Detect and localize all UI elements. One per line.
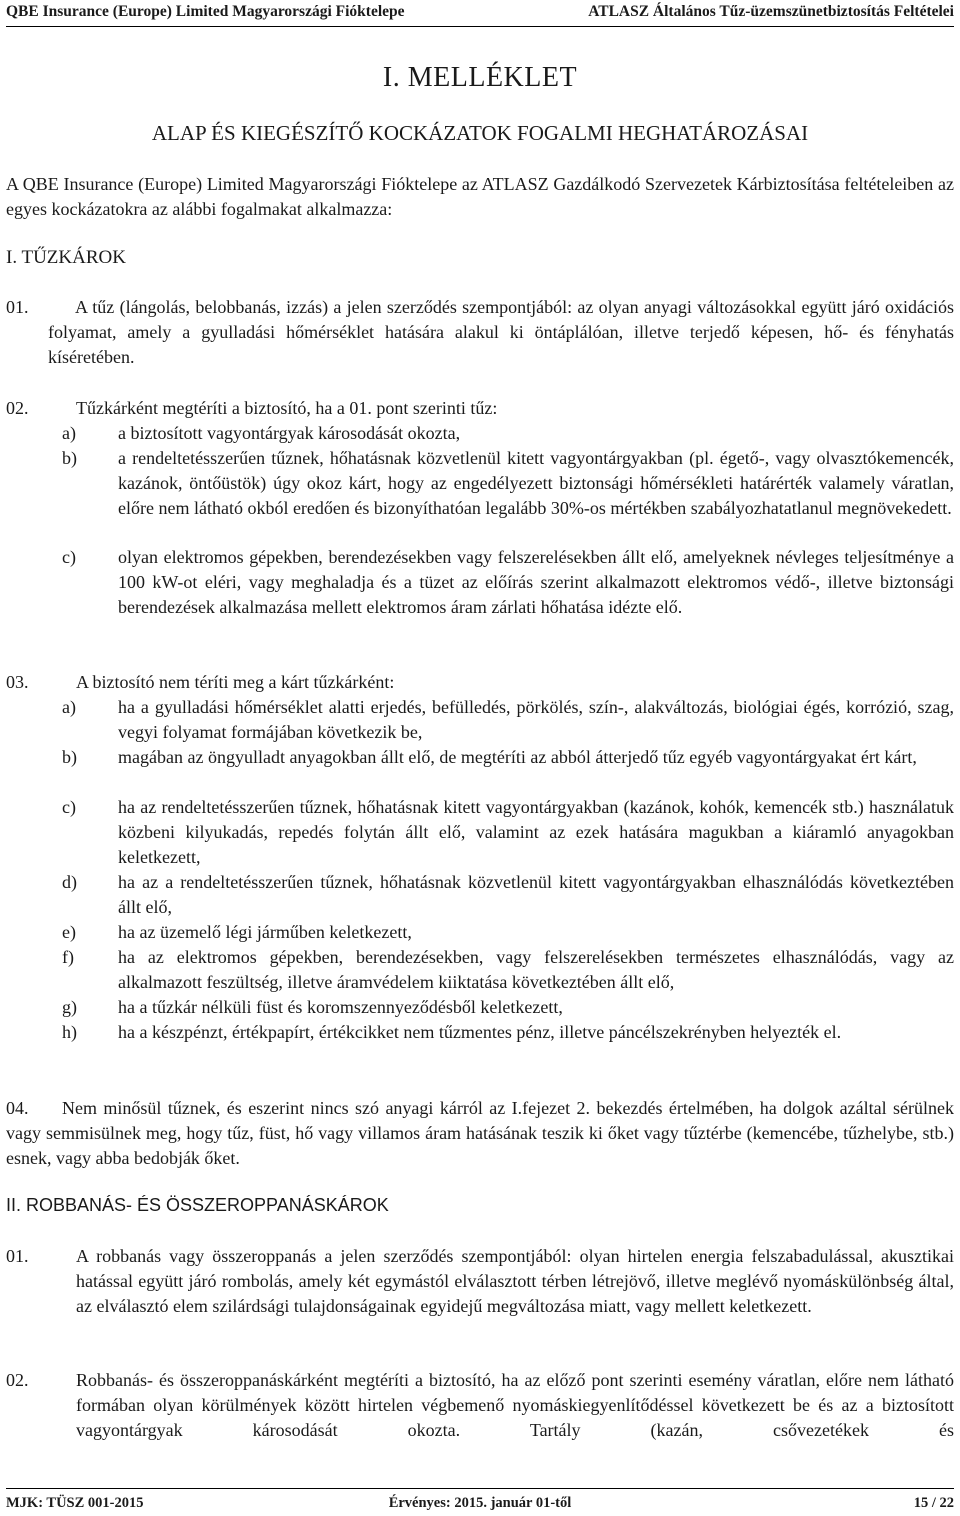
clause-number: 01. [6, 297, 29, 317]
list-item-text: ha az rendeltetésszerűen tűznek, hőhatásnak kitett vagyontárgyakban (kazánok, kohók, kemencék stb.) használatuk közbeni kilyukadás, repedés folytán állt elő, valamint az ezek hatására magukban a kiáramló anyagokban keletkezett, [118, 797, 954, 867]
clause-text-fire-exclusions: A biztosító nem téríti meg a kárt tűzkárként: [76, 672, 395, 692]
list-item-text: ha az elektromos gépekben, berendezésekben, vagy felszerelésekben természetes elhasználódás, vagy az alkalmazott feszültség, illetve áramvédelem kiiktatása következtében állt elő, [118, 947, 954, 992]
list-item-letter: b) [62, 747, 77, 767]
list-item-text: ha a gyulladási hőmérséklet alatti erjedés, befülledés, pörkölés, szín-, alakváltozás, biológiai égés, korrózió, szag, vegyi folyamat formájában következik be, [118, 697, 954, 742]
clause-text-not-fire: Nem minősül tűznek, és eszerint nincs szó anyagi kárról az I.fejezet 2. bekezdés értelmében, ha dolgok azáltal sérülnek vagy semmisülnek meg, hogy tűz, füst, hő vagy villamos áram hatásának teszik ki őket vagy tűztérbe (kemencébe, tűzhelybe, stb.) esnek, vagy abba bedobják őket. [6, 1098, 954, 1168]
list-item-text: ha a tűzkár nélküli füst és koromszennyeződésből keletkezett, [118, 997, 563, 1017]
list-item-text: ha a készpénzt, értékpapírt, értékcikket nem tűzmentes pénz, illetve páncélszekrényben helyezték el. [118, 1022, 842, 1042]
clause-number: 03. [6, 672, 29, 692]
list-item-letter: a) [62, 697, 76, 717]
list-item-letter: g) [62, 997, 77, 1017]
clause-number: 01. [6, 1246, 29, 1266]
list-item-text: magában az öngyulladt anyagokban állt elő, de megtéríti az abból átterjedő tűz egyéb vagyontárgyakat ért kárt, [118, 747, 917, 767]
list-item-letter: c) [62, 547, 76, 567]
footer-validity: Érvényes: 2015. január 01-től [388, 1495, 572, 1511]
appendix-subtitle: ALAP ÉS KIEGÉSZÍTŐ KOCKÁZATOK FOGALMI HEGHATÁROZÁSAI [151, 121, 809, 145]
clause-number: 02. [6, 398, 29, 418]
header-document-title: ATLASZ Általános Tűz-üzemszünetbiztosítás Feltételei [588, 3, 954, 20]
list-item-text: ha az üzemelő légi járműben keletkezett, [118, 922, 412, 942]
intro-paragraph: A QBE Insurance (Europe) Limited Magyarországi Fióktelepe az ATLASZ Gazdálkodó Szervezetek Kárbiztosítása feltételeiben az egyes kockázatokra az alábbi fogalmakat alkalmazza: [6, 174, 954, 219]
appendix-title: I. MELLÉKLET [382, 62, 578, 93]
list-item-letter: h) [62, 1022, 77, 1042]
list-item-text: olyan elektromos gépekben, berendezésekben vagy felszerelésekben állt elő, amelyeknek névleges teljesítménye a 100 kW-ot eléri, vagy meghaladja és a tüzet az előírás szerint alkalmazott elektromos védő-, illetve biztonsági berendezések alkalmazása mellett elektromos áram zárlati hőhatása idézte elő. [118, 547, 954, 617]
clause-text-fire-covered: Tűzkárként megtéríti a biztosító, ha a 01. pont szerinti tűz: [76, 398, 498, 418]
list-item-letter: e) [62, 922, 76, 942]
clause-text-explosion-covered: Robbanás- és összeroppanáskárként megtéríti a biztosító, ha az előző pont szerinti esemény váratlan, előre nem látható formában olyan körülmények között hirtelen végbemenő nyomáskiegyenlítődéssel következett be és az a biztosított vagyontárgyak károsodását okozta. Tartály (kazán, csővezetékek és [76, 1370, 954, 1440]
clause-number: 04. [6, 1098, 29, 1118]
list-item-letter: d) [62, 872, 77, 892]
list-item-letter: a) [62, 423, 76, 443]
list-item-text: a rendeltetésszerűen tűznek, hőhatásnak közvetlenül kitett vagyontárgyakban (pl. égető-, vagy olvasztókemencék, kazánok, öntőüstök) úgy okoz kárt, hogy az engedélyezett biztonsági hőmérsékleti határérték valamely váratlan, előre nem látható okból eredően és bizonyíthatóan legalább 30%-os mértékben szabályozhatatlanul megnövekedett. [118, 448, 954, 518]
clause-text-fire-definition: A tűz (lángolás, belobbanás, izzás) a jelen szerződés szempontjából: az olyan anyagi változásokkal együtt járó oxidációs folyamat, amely a gyulladási hőmérséklet hatására alakul ki öntáplálóan, illetve terjedő képesen, hő- és fényhatás kíséretében. [48, 297, 954, 367]
list-item-text: ha az a rendeltetésszerűen tűznek, hőhatásnak közvetlenül kitett vagyontárgyakban elhasználódás következtében állt elő, [118, 872, 954, 917]
list-item-letter: f) [62, 947, 74, 967]
page-footer [6, 1488, 954, 1513]
footer-page-number: 15 / 22 [913, 1495, 954, 1511]
section-heading-explosion: II. ROBBANÁS- ÉS ÖSSZEROPPANÁSKÁROK [6, 1195, 389, 1215]
section-heading-fire: I. TŰZKÁROK [6, 247, 126, 268]
clause-text-explosion-definition: A robbanás vagy összeroppanás a jelen szerződés szempontjából: olyan hirtelen energia felszabadulással, akusztikai hatással együtt járó rombolás, amely két egymástól elválasztott térben létrejövő, illetve meglévő nyomáskülönbség által, az elválasztó elem szilárdsági tulajdonságainak egyidejű megváltozása miatt, vagy mellett keletkezett. [76, 1246, 954, 1316]
list-item-text: a biztosított vagyontárgyak károsodását okozta, [118, 423, 461, 443]
list-item-letter: b) [62, 448, 77, 468]
footer-document-code: MJK: TÜSZ 001-2015 [6, 1495, 144, 1511]
page-header [6, 0, 954, 27]
clause-number: 02. [6, 1370, 29, 1390]
list-item-letter: c) [62, 797, 76, 817]
header-insurer: QBE Insurance (Europe) Limited Magyarországi Fióktelepe [6, 3, 405, 20]
